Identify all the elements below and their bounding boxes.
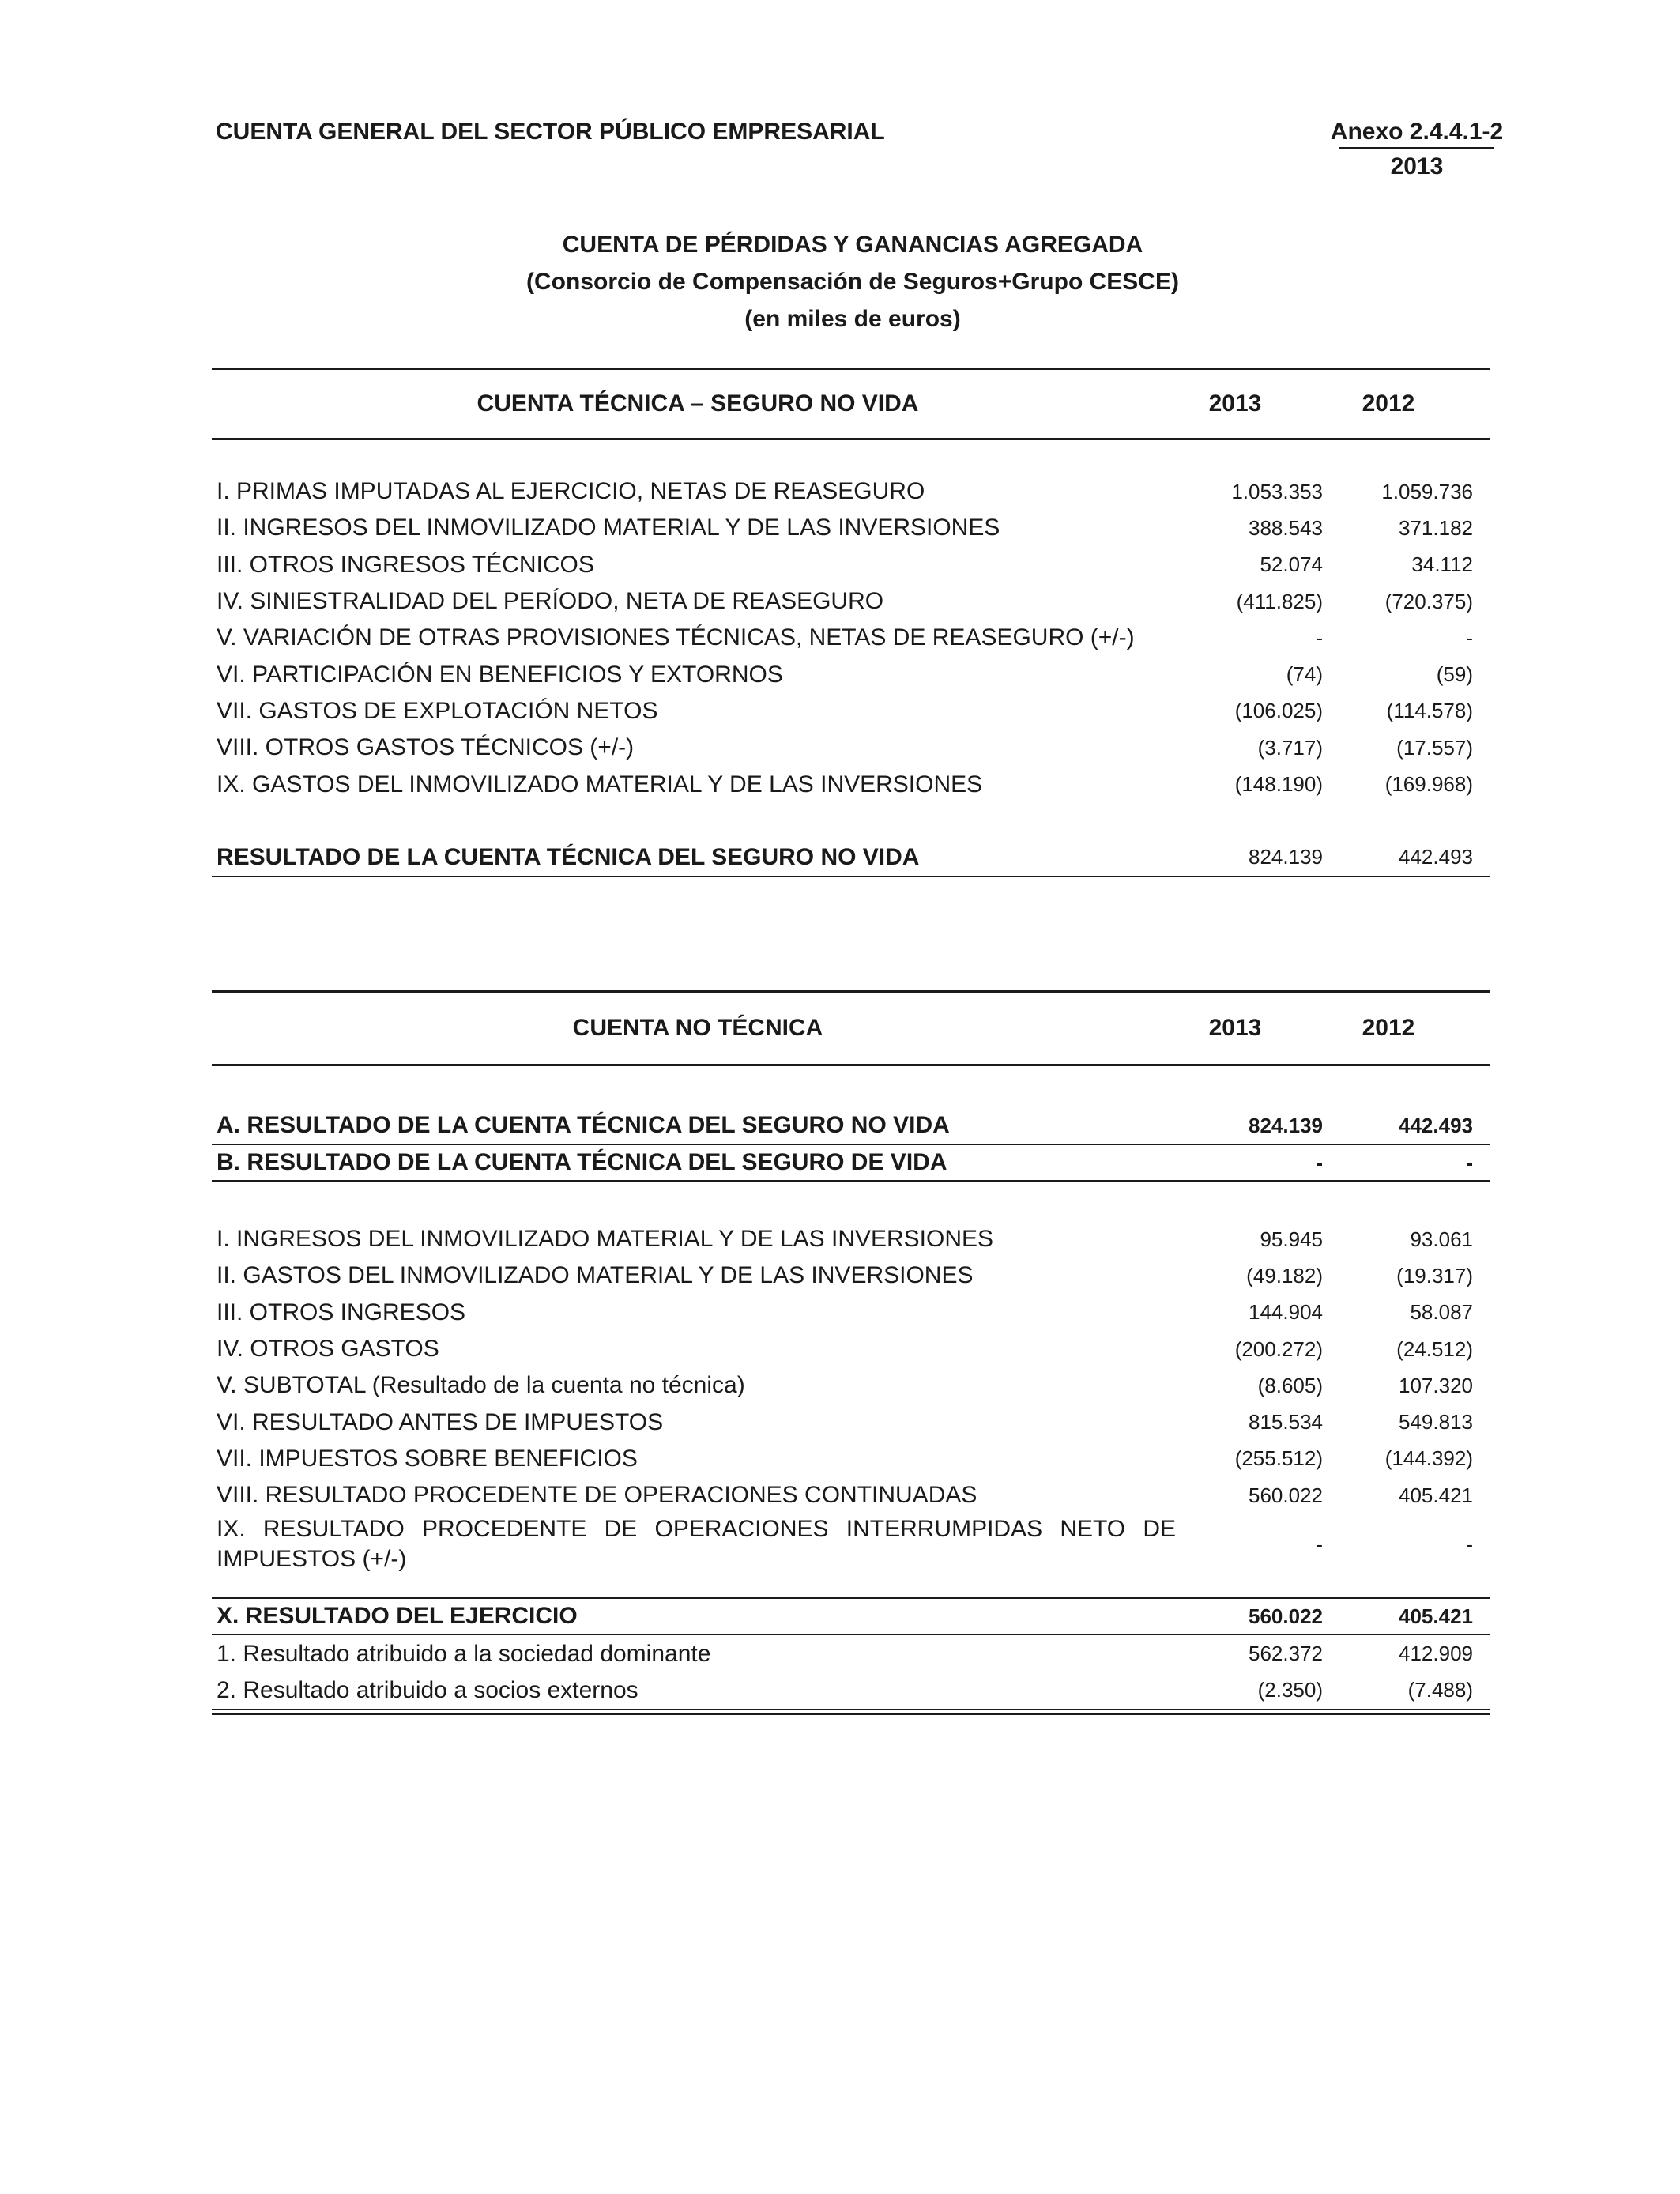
- table-body: [212, 473, 1490, 803]
- row-label: III. OTROS INGRESOS TÉCNICOS: [217, 551, 594, 578]
- value-2012: (59): [1436, 662, 1473, 687]
- table-row-x: [212, 1599, 1490, 1634]
- table-row: [212, 1441, 1490, 1477]
- table-row: [212, 620, 1490, 656]
- row-label: I. PRIMAS IMPUTADAS AL EJERCICIO, NETAS DE REASEGURO: [217, 478, 925, 505]
- value-2012: 549.813: [1399, 1410, 1473, 1434]
- table-row: [212, 1257, 1490, 1294]
- value-2012: 371.182: [1399, 515, 1473, 540]
- row-label: V. SUBTOTAL (Resultado de la cuenta no técnica): [217, 1372, 745, 1399]
- table-header: [212, 370, 1490, 438]
- value-2012: 107.320: [1399, 1373, 1473, 1397]
- title-line-1: CUENTA DE PÉRDIDAS Y GANANCIAS AGREGADA: [562, 232, 1143, 258]
- annex-number: Anexo 2.4.4.1-2: [1330, 119, 1504, 145]
- value-2012: -: [1466, 1150, 1473, 1174]
- title-line-3: (en miles de euros): [744, 306, 961, 332]
- annex-underline: [1339, 147, 1494, 149]
- value-2013: 560.022: [1249, 1604, 1323, 1628]
- row-label: IV. OTROS GASTOS: [217, 1336, 439, 1363]
- table-row: [212, 1221, 1490, 1257]
- value-2013: 95.945: [1260, 1227, 1323, 1251]
- annex-block: [1328, 119, 1506, 180]
- row-label: IX. GASTOS DEL INMOVILIZADO MATERIAL Y DE LAS INVERSIONES: [217, 771, 983, 797]
- row-label: RESULTADO DE LA CUENTA TÉCNICA DEL SEGURO NO VIDA: [217, 843, 920, 870]
- value-2012: 442.493: [1399, 1113, 1473, 1137]
- value-2012: (17.557): [1396, 735, 1473, 760]
- value-2013: 144.904: [1249, 1300, 1323, 1325]
- table-bottom-double-rule: [212, 1709, 1490, 1715]
- value-2012: 405.421: [1399, 1483, 1473, 1507]
- table-row: [212, 656, 1490, 692]
- value-2013: (411.825): [1236, 589, 1323, 613]
- table-row: [212, 766, 1490, 802]
- title-line-2: (Consorcio de Compensación de Seguros+Grupo CESCE): [526, 269, 1179, 295]
- table-cuenta-tecnica: [212, 368, 1490, 877]
- row-label: VII. GASTOS DE EXPLOTACIÓN NETOS: [217, 697, 658, 724]
- document-header-title: CUENTA GENERAL DEL SECTOR PÚBLICO EMPRESARIAL: [216, 119, 885, 145]
- value-2012: 34.112: [1411, 552, 1473, 577]
- row-label: IX. RESULTADO PROCEDENTE DE OPERACIONES INTERRUMPIDAS NETO DE IMPUESTOS (+/-): [217, 1516, 1176, 1573]
- row-label: VIII. RESULTADO PROCEDENTE DE OPERACIONES CONTINUADAS: [217, 1482, 977, 1509]
- value-2012: 405.421: [1399, 1604, 1473, 1628]
- table-row-result: [212, 839, 1490, 876]
- table-subrow: [212, 1635, 1490, 1672]
- table-subrow: [212, 1672, 1490, 1709]
- table-row: [212, 1404, 1490, 1440]
- table-cuenta-no-tecnica: [212, 990, 1490, 1715]
- value-2013: 824.139: [1249, 1113, 1323, 1137]
- value-2012: (144.392): [1384, 1446, 1473, 1471]
- row-label: I. INGRESOS DEL INMOVILIZADO MATERIAL Y DE LAS INVERSIONES: [217, 1226, 994, 1253]
- row-label: VI. PARTICIPACIÓN EN BENEFICIOS Y EXTORNOS: [217, 661, 783, 688]
- table-heading: CUENTA NO TÉCNICA: [572, 1015, 823, 1041]
- value-2013: 562.372: [1249, 1642, 1323, 1666]
- value-2013: -: [1316, 1532, 1323, 1556]
- column-header-2013: 2013: [1208, 390, 1262, 417]
- table-heading: CUENTA TÉCNICA – SEGURO NO VIDA: [477, 390, 919, 417]
- table-row: [212, 1477, 1490, 1514]
- table-row: [212, 1367, 1490, 1404]
- table-row-a: [212, 1107, 1490, 1144]
- column-header-2013: 2013: [1208, 1015, 1262, 1041]
- value-2012: 93.061: [1410, 1227, 1473, 1251]
- value-2012: (114.578): [1386, 699, 1473, 723]
- value-2013: -: [1316, 1150, 1323, 1174]
- table-row: [212, 510, 1490, 546]
- table-header: [212, 993, 1490, 1064]
- value-2013: 1.053.353: [1231, 479, 1323, 503]
- table-row: [212, 729, 1490, 766]
- row-label: A. RESULTADO DE LA CUENTA TÉCNICA DEL SEGURO NO VIDA: [217, 1112, 950, 1138]
- value-2013: (49.182): [1246, 1263, 1323, 1287]
- table-subrows: [212, 1635, 1490, 1709]
- value-2012: -: [1466, 1532, 1473, 1556]
- value-2013: 560.022: [1249, 1483, 1323, 1507]
- value-2012: 1.059.736: [1381, 479, 1473, 503]
- value-2013: -: [1316, 625, 1323, 650]
- row-label: 1. Resultado atribuido a la sociedad dominante: [217, 1640, 711, 1667]
- row-label: VI. RESULTADO ANTES DE IMPUESTOS: [217, 1408, 664, 1435]
- table-row-b: [212, 1145, 1490, 1180]
- row-label: II. INGRESOS DEL INMOVILIZADO MATERIAL Y DE LAS INVERSIONES: [217, 515, 1000, 541]
- value-2013: (2.350): [1257, 1678, 1323, 1702]
- row-label: VII. IMPUESTOS SOBRE BENEFICIOS: [217, 1445, 638, 1472]
- row-label: X. RESULTADO DEL EJERCICIO: [217, 1603, 578, 1630]
- report-title: [216, 226, 1490, 337]
- value-2013: 52.074: [1260, 552, 1323, 577]
- table-bottom-rule: [212, 876, 1490, 877]
- value-2013: (3.717): [1257, 735, 1323, 760]
- value-2012: -: [1466, 625, 1473, 650]
- value-2013: (255.512): [1234, 1446, 1323, 1471]
- value-2012: (24.512): [1396, 1336, 1473, 1361]
- value-2012: (720.375): [1384, 589, 1473, 613]
- value-2012: (7.488): [1407, 1678, 1473, 1702]
- value-2012: (19.317): [1396, 1263, 1473, 1287]
- table-row: [212, 583, 1490, 620]
- row-label: VIII. OTROS GASTOS TÉCNICOS (+/-): [217, 734, 635, 761]
- table-row-ix: [212, 1514, 1490, 1575]
- value-2012: (169.968): [1384, 772, 1473, 797]
- value-2013: (106.025): [1234, 699, 1323, 723]
- table-row: [212, 1295, 1490, 1331]
- table-row: [212, 473, 1490, 510]
- table-row: [212, 1331, 1490, 1367]
- row-label: 2. Resultado atribuido a socios externos: [217, 1676, 638, 1703]
- table-row: [212, 547, 1490, 583]
- value-2013: (148.190): [1234, 772, 1323, 797]
- value-2013: 815.534: [1249, 1410, 1323, 1434]
- row-label: III. OTROS INGRESOS: [217, 1299, 466, 1325]
- value-2013: (74): [1286, 662, 1323, 687]
- row-label: II. GASTOS DEL INMOVILIZADO MATERIAL Y DE LAS INVERSIONES: [217, 1262, 974, 1289]
- row-label: B. RESULTADO DE LA CUENTA TÉCNICA DEL SEGURO DE VIDA: [217, 1149, 947, 1175]
- table-row: [212, 693, 1490, 729]
- row-label: IV. SINIESTRALIDAD DEL PERÍODO, NETA DE REASEGURO: [217, 588, 884, 615]
- value-2012: 442.493: [1399, 845, 1473, 869]
- value-2013: (200.272): [1234, 1336, 1323, 1361]
- value-2012: 58.087: [1410, 1300, 1473, 1325]
- column-header-2012: 2012: [1362, 390, 1415, 417]
- column-header-2012: 2012: [1362, 1015, 1415, 1041]
- value-2013: (8.605): [1257, 1373, 1323, 1397]
- table-body: [212, 1221, 1490, 1514]
- value-2012: 412.909: [1399, 1642, 1473, 1666]
- value-2013: 388.543: [1249, 515, 1323, 540]
- annex-year: 2013: [1390, 153, 1444, 179]
- value-2013: 824.139: [1249, 845, 1323, 869]
- row-label: V. VARIACIÓN DE OTRAS PROVISIONES TÉCNICAS, NETAS DE REASEGURO (+/-): [217, 624, 1135, 651]
